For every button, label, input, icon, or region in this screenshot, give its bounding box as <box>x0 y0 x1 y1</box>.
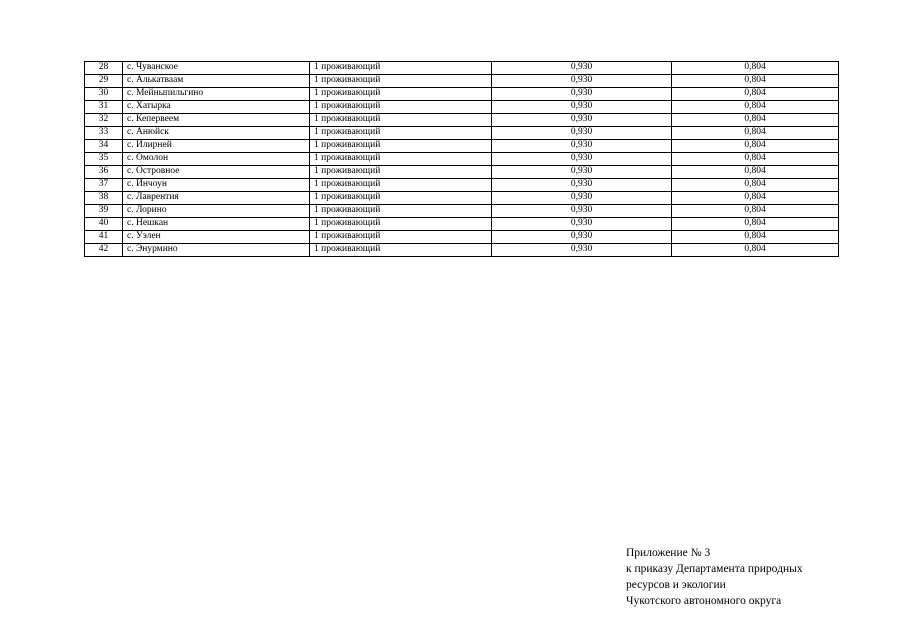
table-row <box>85 127 839 140</box>
settlement-name-cell: с. Нешкан <box>123 218 310 231</box>
table-row <box>85 153 839 166</box>
unit-cell: 1 проживающий <box>310 127 492 140</box>
unit-cell: 1 проживающий <box>310 166 492 179</box>
value-1-cell: 0,930 <box>492 179 672 192</box>
value-2-cell: 0,804 <box>672 244 839 257</box>
settlement-name-cell: с. Анюйск <box>123 127 310 140</box>
table-row <box>85 205 839 218</box>
value-2-cell: 0,804 <box>672 192 839 205</box>
table-row <box>85 62 839 75</box>
settlement-name-cell: с. Уэлен <box>123 231 310 244</box>
value-2-cell: 0,804 <box>672 153 839 166</box>
row-number-cell: 28 <box>85 62 123 75</box>
value-1-cell: 0,930 <box>492 205 672 218</box>
settlement-name-cell: с. Мейныпильгино <box>123 88 310 101</box>
row-number-cell: 37 <box>85 179 123 192</box>
row-number-cell: 29 <box>85 75 123 88</box>
table-row <box>85 231 839 244</box>
unit-cell: 1 проживающий <box>310 75 492 88</box>
value-1-cell: 0,930 <box>492 153 672 166</box>
settlement-name-cell: с. Инчоун <box>123 179 310 192</box>
unit-cell: 1 проживающий <box>310 88 492 101</box>
table-row <box>85 88 839 101</box>
unit-cell: 1 проживающий <box>310 62 492 75</box>
value-1-cell: 0,930 <box>492 62 672 75</box>
value-2-cell: 0,804 <box>672 205 839 218</box>
value-1-cell: 0,930 <box>492 218 672 231</box>
row-number-cell: 30 <box>85 88 123 101</box>
unit-cell: 1 проживающий <box>310 101 492 114</box>
row-number-cell: 33 <box>85 127 123 140</box>
settlement-name-cell: с. Кепервеем <box>123 114 310 127</box>
value-1-cell: 0,930 <box>492 127 672 140</box>
value-1-cell: 0,930 <box>492 88 672 101</box>
row-number-cell: 38 <box>85 192 123 205</box>
value-2-cell: 0,804 <box>672 179 839 192</box>
table-row <box>85 101 839 114</box>
settlement-name-cell: с. Энурмино <box>123 244 310 257</box>
value-2-cell: 0,804 <box>672 140 839 153</box>
settlement-name-cell: с. Лорино <box>123 205 310 218</box>
unit-cell: 1 проживающий <box>310 205 492 218</box>
unit-cell: 1 проживающий <box>310 244 492 257</box>
unit-cell: 1 проживающий <box>310 140 492 153</box>
table-row <box>85 114 839 127</box>
value-1-cell: 0,930 <box>492 114 672 127</box>
value-1-cell: 0,930 <box>492 166 672 179</box>
settlement-name-cell: с. Илирней <box>123 140 310 153</box>
value-2-cell: 0,804 <box>672 88 839 101</box>
unit-cell: 1 проживающий <box>310 153 492 166</box>
value-2-cell: 0,804 <box>672 114 839 127</box>
appendix-region-line: Чукотского автономного округа <box>626 595 782 607</box>
value-2-cell: 0,804 <box>672 166 839 179</box>
row-number-cell: 32 <box>85 114 123 127</box>
row-number-cell: 40 <box>85 218 123 231</box>
appendix-order-line: к приказу Департамента природных <box>626 563 803 575</box>
settlement-name-cell: с. Алькатваам <box>123 75 310 88</box>
unit-cell: 1 проживающий <box>310 231 492 244</box>
value-1-cell: 0,930 <box>492 244 672 257</box>
value-1-cell: 0,930 <box>492 101 672 114</box>
appendix-header <box>626 545 803 609</box>
row-number-cell: 35 <box>85 153 123 166</box>
row-number-cell: 34 <box>85 140 123 153</box>
table-row <box>85 179 839 192</box>
row-number-cell: 39 <box>85 205 123 218</box>
settlement-name-cell: с. Лаврентия <box>123 192 310 205</box>
settlement-name-cell: с. Хатырка <box>123 101 310 114</box>
settlement-name-cell: с. Островное <box>123 166 310 179</box>
unit-cell: 1 проживающий <box>310 192 492 205</box>
value-1-cell: 0,930 <box>492 192 672 205</box>
appendix-title: Приложение № 3 <box>626 547 711 559</box>
table-row <box>85 192 839 205</box>
value-1-cell: 0,930 <box>492 75 672 88</box>
unit-cell: 1 проживающий <box>310 218 492 231</box>
unit-cell: 1 проживающий <box>310 114 492 127</box>
value-2-cell: 0,804 <box>672 127 839 140</box>
value-2-cell: 0,804 <box>672 62 839 75</box>
row-number-cell: 42 <box>85 244 123 257</box>
table-row <box>85 140 839 153</box>
value-1-cell: 0,930 <box>492 231 672 244</box>
settlements-table-body <box>85 62 839 257</box>
unit-cell: 1 проживающий <box>310 179 492 192</box>
table-row <box>85 166 839 179</box>
table-row <box>85 218 839 231</box>
row-number-cell: 31 <box>85 101 123 114</box>
table-row <box>85 75 839 88</box>
value-2-cell: 0,804 <box>672 75 839 88</box>
value-1-cell: 0,930 <box>492 140 672 153</box>
settlement-name-cell: с. Омолон <box>123 153 310 166</box>
table-row <box>85 244 839 257</box>
value-2-cell: 0,804 <box>672 218 839 231</box>
settlement-name-cell: с. Чуванское <box>123 62 310 75</box>
row-number-cell: 41 <box>85 231 123 244</box>
row-number-cell: 36 <box>85 166 123 179</box>
settlements-table <box>84 61 839 257</box>
value-2-cell: 0,804 <box>672 231 839 244</box>
appendix-department-line: ресурсов и экологии <box>626 579 726 591</box>
value-2-cell: 0,804 <box>672 101 839 114</box>
